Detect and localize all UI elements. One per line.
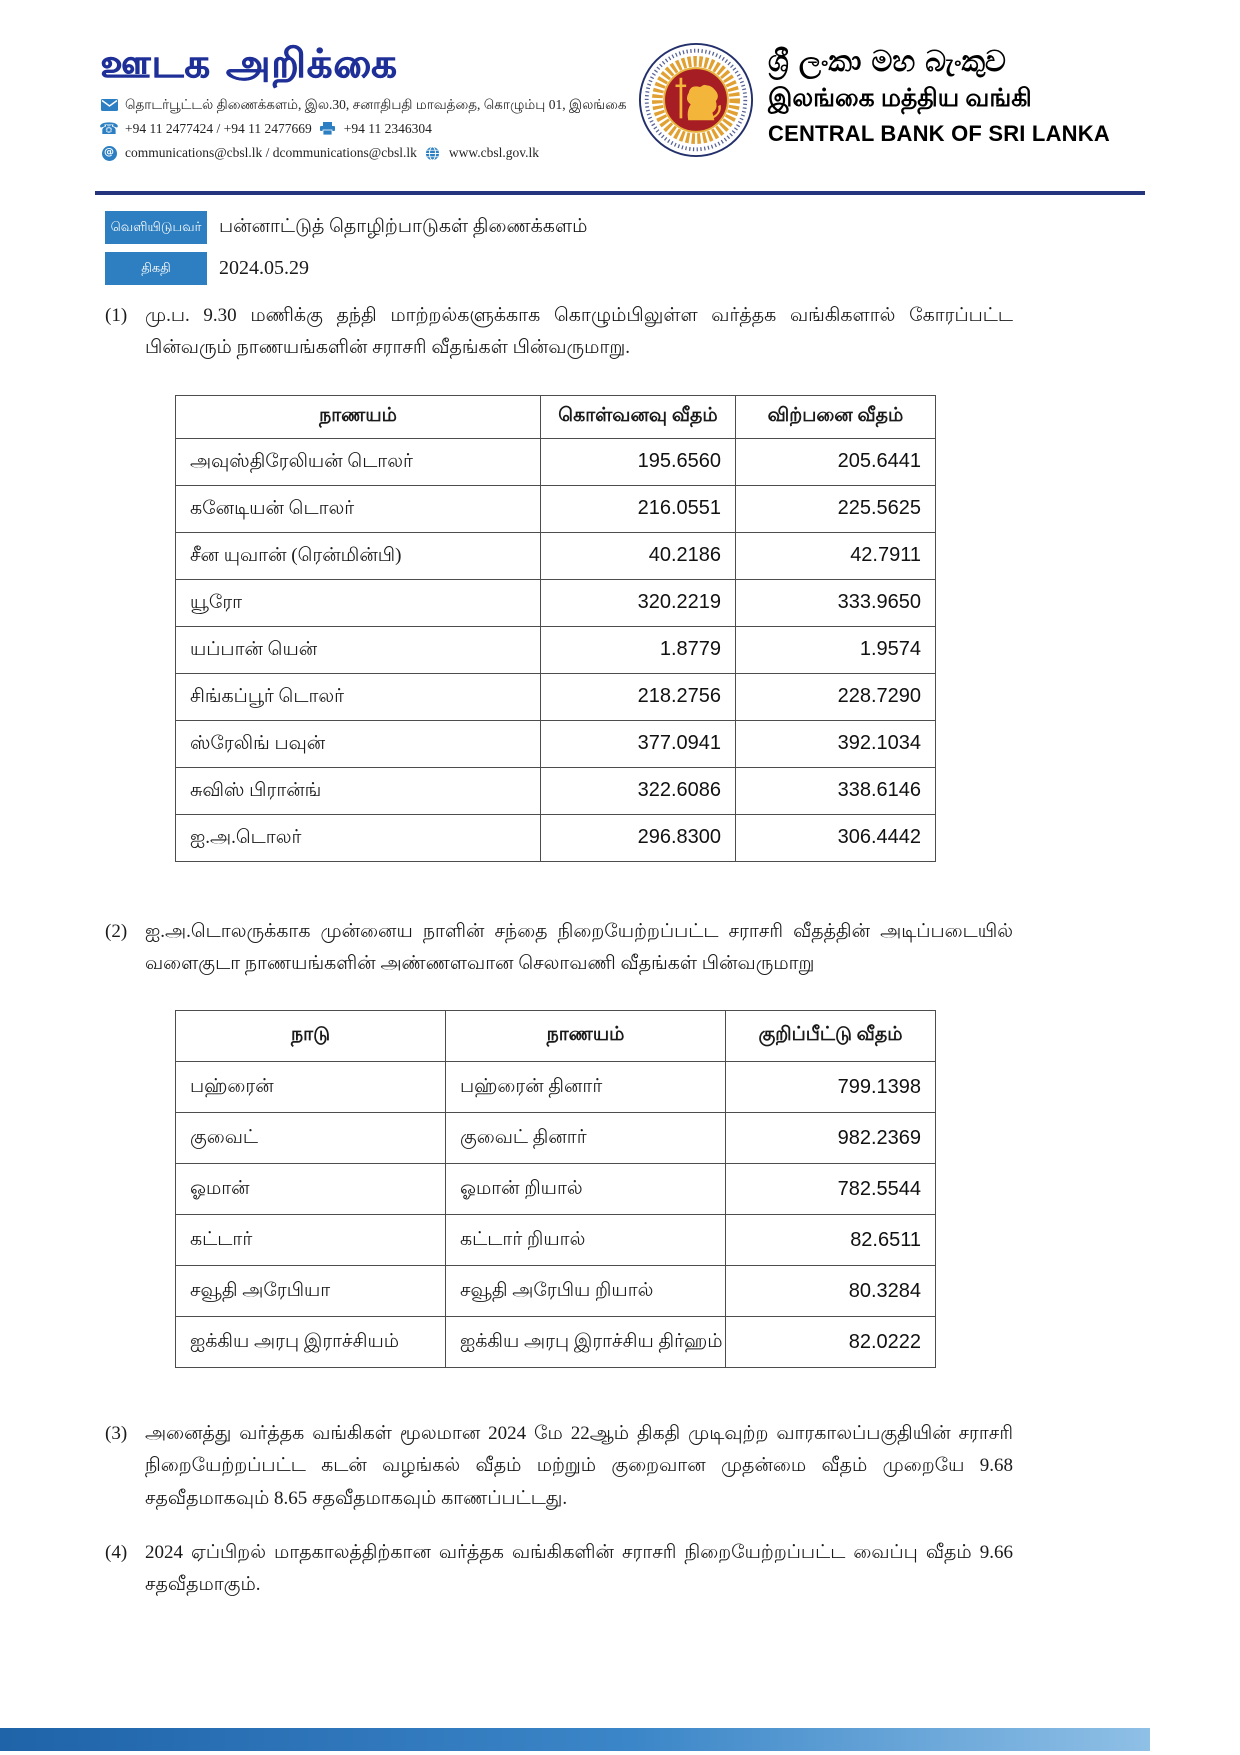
phone-icon: ☎ [99,118,119,138]
table2-cell: பஹ்ரைன் [176,1062,446,1113]
header-divider [95,191,1145,195]
gulf-rates-table [175,1010,936,1368]
table1-cell: யப்பான் யென் [176,626,541,673]
table1-cell: கனேடியன் டொலர் [176,485,541,532]
table1-cell: 392.1034 [736,720,936,767]
table-row [176,673,936,720]
table2-header: நாணயம் [446,1011,726,1062]
paragraph-text: ஐ.அ.டொலருக்காக முன்னைய நாளின் சந்தை நிறையேற்றப்பட்ட சராசரி வீதத்தின் அடிப்படையில் வளைகுடா நாணயங்களின் அண்ணளவான செலாவணி வீதங்கள் பின்வருமாறு [145,920,1013,974]
table2-cell: ஓமான் [176,1164,446,1215]
table2-cell: 799.1398 [726,1062,936,1113]
paragraph-text: 2024 ஏப்பிறல் மாதகாலத்திற்கான வர்த்தக வங்கிகளின் சராசரி நிறையேற்றப்பட்ட வைப்பு வீதம் 9.66 சதவீதமாகும். [145,1542,1013,1596]
issuer-value: பன்னாட்டுத் தொழிற்பாடுகள் திணைக்களம் [219,215,588,237]
table1-cell: யூரோ [176,579,541,626]
table-row [176,1215,936,1266]
bank-name-english: CENTRAL BANK OF SRI LANKA [768,121,1110,147]
paragraph-3 [105,1418,1145,1515]
phone-numbers: +94 11 2477424 / +94 11 2477669 [125,120,312,136]
table1-cell: 338.6146 [736,767,936,814]
table-row [176,720,936,767]
paragraph-text: மு.ப. 9.30 மணிக்கு தந்தி மாற்றல்களுக்காக கொழும்பிலுள்ள வர்த்தக வங்கிகளால் கோரப்பட்ட பின்வரும் நாணயங்களின் சராசரி வீதங்கள் பின்வருமாறு. [145,305,1013,359]
bank-names [768,42,1110,147]
website-url: www.cbsl.gov.lk [448,145,539,161]
table2-cell: 82.0222 [726,1317,936,1368]
table1-cell: 218.2756 [541,673,736,720]
date-value: 2024.05.29 [219,257,309,279]
at-icon: @ [100,146,118,161]
gulf-rates-table-wrap [175,1010,1145,1368]
contact-block [100,98,660,161]
table2-cell: கட்டார் றியால் [446,1215,726,1266]
table1-header: விற்பனை வீதம் [736,395,936,438]
issuer-row [105,211,1145,244]
table1-cell: 333.9650 [736,579,936,626]
paragraph-4 [105,1537,1145,1602]
table2-cell: சவூதி அரேபிய றியால் [446,1266,726,1317]
date-row [105,252,1145,285]
table1-cell: 296.8300 [541,814,736,861]
table2-cell: கட்டார் [176,1215,446,1266]
table-row [176,579,936,626]
email-row [100,146,660,161]
exchange-rates-table-wrap [175,395,1145,862]
table-row [176,1164,936,1215]
table-row [176,814,936,861]
footer-bar [0,1728,1150,1751]
table1-cell: ஐ.அ.டொலர் [176,814,541,861]
phone-row [99,118,660,138]
paragraph-number: (2) [105,920,128,942]
table2-cell: 782.5544 [726,1164,936,1215]
table2-cell: ஐக்கிய அரபு இராச்சியம் [176,1317,446,1368]
table1-cell: சுவிஸ் பிரான்ங் [176,767,541,814]
table2-cell: குவைட் [176,1113,446,1164]
table2-header: நாடு [176,1011,446,1062]
email-addresses: communications@cbsl.lk / dcommunications@cbsl.lk [125,145,417,161]
table-row [176,767,936,814]
table1-cell: 320.2219 [541,579,736,626]
issuer-label: வெளியிடுபவர் [105,211,207,244]
table2-cell: 982.2369 [726,1113,936,1164]
header-left [100,42,660,161]
table1-cell: 42.7911 [736,532,936,579]
table2-cell: ஐக்கிய அரபு இராச்சிய திர்ஹம் [446,1317,726,1368]
paragraph-number: (1) [105,305,128,326]
table1-header: கொள்வனவு வீதம் [541,395,736,438]
table-row [176,532,936,579]
envelope-icon [100,99,118,111]
table-header-row [176,1011,936,1062]
table1-cell: 225.5625 [736,485,936,532]
table1-cell: சிங்கப்பூர் டொலர் [176,673,541,720]
table1-cell: 1.8779 [541,626,736,673]
cbsl-seal [638,42,754,158]
bank-name-tamil: இலங்கை மத்திய வங்கி [768,84,1032,112]
table2-cell: சவூதி அரேபியா [176,1266,446,1317]
table-row [176,438,936,485]
table1-cell: 322.6086 [541,767,736,814]
table-row [176,485,936,532]
table1-cell: 306.4442 [736,814,936,861]
paragraph-number: (4) [105,1542,128,1564]
table2-cell: 82.6511 [726,1215,936,1266]
date-label: திகதி [105,252,207,285]
table1-cell: 205.6441 [736,438,936,485]
table1-cell: 40.2186 [541,532,736,579]
document-body [105,300,1145,1602]
table-row [176,1266,936,1317]
paragraph-text: அனைத்து வர்த்தக வங்கிகள் மூலமான 2024 மே 22ஆம் திகதி முடிவுற்ற வாரகாலப்பகுதியின் சராசரி நிறையேற்றப்பட்ட கடன் வழங்கல் வீதம் மற்றும் குறைவான முதன்மை வீதம் முறையே 9.68 சதவீதமாகவும் 8.65 சதவீதமாகவும் காணப்பட்டது. [145,1423,1013,1509]
fax-icon [319,122,337,135]
table-row [176,1317,936,1368]
fax-number: +94 11 2346304 [343,120,432,136]
table2-cell: 80.3284 [726,1266,936,1317]
table-header-row [176,395,936,438]
table1-cell: 195.6560 [541,438,736,485]
table1-cell: ஸ்ரேலிங் பவுன் [176,720,541,767]
header-right [638,42,1110,158]
table1-cell: 216.0551 [541,485,736,532]
table1-cell: சீன யுவான் (ரென்மின்பி) [176,532,541,579]
table1-header: நாணயம் [176,395,541,438]
paragraph-2 [105,916,1145,981]
table-row [176,1113,936,1164]
table1-cell: 377.0941 [541,720,736,767]
table2-cell: பஹ்ரைன் தினார் [446,1062,726,1113]
bank-name-sinhala: ශ්‍රී ලංකා මහ බැංකුව [768,44,1006,78]
table-row [176,1062,936,1113]
paragraph-number: (3) [105,1423,128,1445]
globe-icon [424,146,442,161]
table1-cell: 1.9574 [736,626,936,673]
table1-cell: அவுஸ்திரேலியன் டொலர் [176,438,541,485]
table2-header: குறிப்பீட்டு வீதம் [726,1011,936,1062]
table2-cell: குவைட் தினார் [446,1113,726,1164]
table1-cell: 228.7290 [736,673,936,720]
paragraph-1 [105,300,1145,365]
address-row [100,98,660,112]
table-row [176,626,936,673]
table2-cell: ஓமான் றியால் [446,1164,726,1215]
address-text: தொடர்பூட்டல் திணைக்களம், இல.30, சனாதிபதி மாவத்தை, கொழும்பு 01, இலங்கை [125,97,627,112]
media-release-logo: ஊடக அறிக்கை [100,41,398,87]
meta-block [105,211,1145,293]
exchange-rates-table [175,395,936,862]
